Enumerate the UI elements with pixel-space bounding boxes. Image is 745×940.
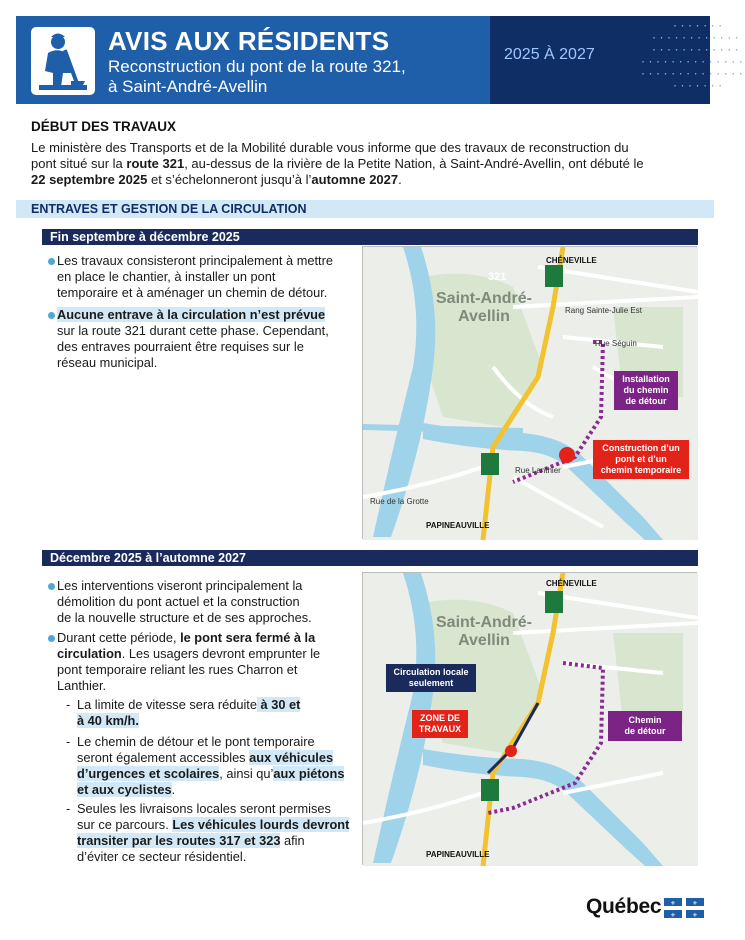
text-line: des entraves pourraient être requises sur le — [57, 339, 304, 354]
map-street-label: Rue Lanthier — [515, 466, 561, 475]
text-line: réseau municipal. — [57, 355, 158, 370]
text-line: Les travaux consisteront principalement à mettre — [57, 253, 333, 268]
text-line: démolition du pont actuel et la construction — [57, 594, 300, 609]
callout-line: seulement — [408, 678, 454, 688]
highlight-text: transiter par les routes 317 et 323 — [77, 833, 281, 848]
intro-text: pont situé sur la — [31, 156, 127, 171]
highlight-text: aux véhicules — [249, 750, 334, 765]
text-segment: seront également accessibles — [77, 750, 250, 765]
text-line: Seules les livraisons locales seront permises — [77, 801, 331, 816]
town-line: Saint-André- — [436, 614, 532, 631]
callout-bridge-construction — [593, 440, 689, 479]
intro-bold: 22 septembre 2025 — [31, 172, 148, 187]
bold-segment: circulation — [57, 646, 122, 661]
text-segment: . Les usagers devront emprunter le — [121, 646, 321, 661]
page-subtitle — [108, 57, 478, 97]
text-line: temporaire et à aménager un chemin de détour. — [57, 285, 328, 300]
callout-line: chemin temporaire — [600, 465, 682, 475]
text-line: Le chemin de détour et le pont temporaire — [77, 734, 315, 749]
highlight-text: à 30 et — [256, 697, 301, 712]
callout-line: de détour — [624, 726, 666, 736]
bullet — [48, 583, 55, 590]
text-segment: , ainsi qu’ — [219, 766, 274, 781]
bold-segment: le pont sera fermé à la — [180, 630, 316, 645]
svg-text:⚜: ⚜ — [692, 900, 698, 907]
intro-text: , au-dessus de la rivière de la Petite Nation, à Saint-André-Avellin, ont débuté le — [184, 156, 644, 171]
intro-paragraph — [31, 140, 701, 188]
text-segment: . — [171, 782, 176, 797]
intro-bold: route 321 — [126, 156, 185, 171]
phase2-sub3 — [77, 801, 349, 865]
map-label-papineauville: PAPINEAUVILLE — [426, 850, 490, 859]
map-town-label — [436, 290, 532, 326]
callout-detour — [608, 711, 682, 741]
text-line: Les interventions viseront principalement la — [57, 578, 303, 593]
callout-line: Installation — [622, 374, 670, 384]
map-label-cheneville: CHÉNEVILLE — [546, 256, 597, 265]
map-street-label: Rue Séguin — [595, 339, 637, 348]
section-title: ENTRAVES ET GESTION DE LA CIRCULATION — [31, 202, 307, 216]
text-segment: sur ce parcours. — [77, 817, 173, 832]
map-town-label — [436, 614, 532, 650]
highlight-text: aux piétons — [273, 766, 345, 781]
highlight-text: Aucune entrave à la circulation n’est prévue — [57, 307, 326, 322]
highlight-text: et aux cyclistes — [77, 782, 172, 797]
callout-line: Chemin — [628, 715, 662, 725]
decor-dots: ·············· — [640, 57, 745, 68]
construction-worker-icon — [31, 27, 95, 95]
text-line: en place le chantier, à installer un pont — [57, 269, 276, 284]
intro-bold: automne 2027 — [311, 172, 399, 187]
svg-text:⚜: ⚜ — [670, 900, 676, 907]
route-shield: 321 — [488, 271, 507, 283]
town-line: Avellin — [458, 308, 510, 325]
text-line: d’éviter ce secteur résidentiel. — [77, 849, 247, 864]
bullet — [48, 258, 55, 265]
highlight-text: à 40 km/h. — [77, 713, 139, 728]
callout-line: ZONE DE — [419, 713, 460, 723]
quebec-flag-icon — [664, 898, 704, 918]
callout-detour-install — [614, 371, 678, 410]
text-line: pont temporaire reliant les rues Charron et — [57, 662, 298, 677]
text-segment: afin — [280, 833, 305, 848]
intro-text: et s’échelonneront jusqu’à l’ — [147, 172, 312, 187]
text-line: sur la route 321 durant cette phase. Cependant, — [57, 323, 329, 338]
phase2-bullet2 — [57, 630, 320, 694]
map-street-label: Rang Sainte-Julie Est — [565, 306, 642, 315]
highlight-text: d’urgences et scolaires — [77, 766, 220, 781]
phase1-bullet2 — [57, 307, 329, 371]
callout-line: TRAVAUX — [418, 724, 462, 734]
text-segment: La limite de vitesse sera réduite — [77, 697, 257, 712]
map-label-papineauville: PAPINEAUVILLE — [426, 521, 490, 530]
intro-text: . — [398, 172, 402, 187]
dash: - — [66, 801, 71, 816]
subtitle-line: Reconstruction du pont de la route 321, — [108, 57, 406, 76]
text-line: de la nouvelle structure et de ses approches. — [57, 610, 312, 625]
phase2-bullet1 — [57, 578, 312, 626]
text-line: Lanthier. — [57, 678, 107, 693]
svg-text:⚜: ⚜ — [692, 912, 698, 919]
callout-line: Circulation locale — [393, 667, 469, 677]
decor-dots: ·············· — [640, 69, 745, 80]
callout-line: du chemin — [623, 385, 669, 395]
decor-dots: ······· — [672, 21, 725, 32]
subtitle-line: à Saint-André-Avellin — [108, 77, 268, 96]
bullet — [48, 312, 55, 319]
intro-text: Le ministère des Transports et de la Mobilité durable vous informe que des travaux de reconstruction du — [31, 140, 629, 155]
town-line: Saint-André- — [436, 290, 532, 307]
dash: - — [66, 697, 71, 712]
phase1-title: Fin septembre à décembre 2025 — [42, 229, 698, 245]
decor-dots: ············ — [651, 45, 742, 56]
phase2-title: Décembre 2025 à l’automne 2027 — [42, 550, 698, 566]
highlight-text: Les véhicules lourds devront — [172, 817, 350, 832]
page-title: AVIS AUX RÉSIDENTS — [108, 26, 390, 56]
phase2-sub1 — [77, 697, 300, 729]
callout-work-zone — [412, 710, 468, 738]
decor-dots: ······· — [672, 81, 725, 92]
decor-dots: ············ — [651, 33, 742, 44]
town-line: Avellin — [458, 632, 510, 649]
quebec-logo: Québec — [586, 895, 662, 918]
dash: - — [66, 734, 71, 749]
bullet — [48, 635, 55, 642]
map-street-label: Rue de la Grotte — [370, 497, 429, 506]
phase1-bullet1 — [57, 253, 333, 301]
callout-line: de détour — [625, 396, 667, 406]
callout-local-traffic — [386, 664, 476, 692]
text-segment: Durant cette période, — [57, 630, 181, 645]
years-label: 2025 À 2027 — [504, 46, 595, 63]
callout-line: Construction d’un — [602, 443, 680, 453]
callout-line: pont et d’un — [615, 454, 667, 464]
svg-text:⚜: ⚜ — [670, 912, 676, 919]
intro-heading: DÉBUT DES TRAVAUX — [31, 119, 177, 134]
map-label-cheneville: CHÉNEVILLE — [546, 579, 597, 588]
phase2-sub2 — [77, 734, 344, 798]
